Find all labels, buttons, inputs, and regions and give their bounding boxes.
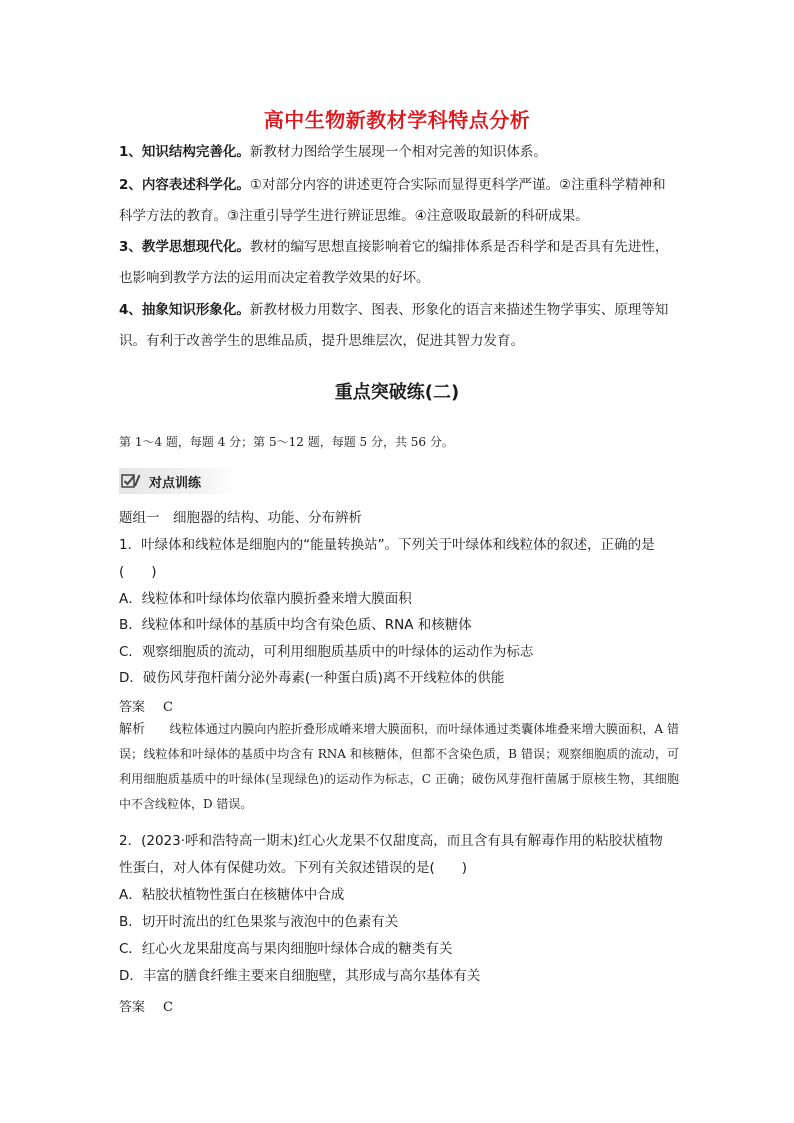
document-title: 高中生物新教材学科特点分析	[263, 108, 531, 132]
feature-2-head: 2、内容表述科学化。	[119, 177, 250, 193]
feature-2	[119, 170, 679, 232]
feature-3-head: 3、教学思想现代化。	[119, 239, 250, 255]
q1-explanation-label: 解析	[119, 722, 146, 737]
q2-stem-line1: 2．(2023·呼和浩特高一期末)红心火龙果不仅甜度高，而且含有具有解毒作用的粘胶状植物	[119, 833, 663, 849]
feature-3	[119, 232, 679, 294]
q2-answer	[119, 996, 173, 1015]
feature-1-head: 1、知识结构完善化。	[119, 144, 250, 160]
feature-3-body: 教材的编写思想直接影响着它的编排体系是否科学和是否具有先进性，也影响到教学方法的运用而决定着教学效果的好坏。	[119, 239, 669, 286]
checkbox-pen-icon	[121, 472, 141, 490]
q1-explanation-text: 线粒体通过内膜向内腔折叠形成嵴来增大膜面积，而叶绿体通过类囊体堆叠来增大膜面积，A 错误；线粒体和叶绿体的基质中均含有 RNA 和核糖体，但都不含染色质，B 错误；观察细胞质的流动，可利用细胞质基质中的叶绿体(呈现绿色)的运动作为标志，C 正确；破伤风芽孢杆菌属于原核生物，其细胞中不含线粒体，D 错误。	[119, 722, 679, 811]
q1-option-c: C．观察细胞质的流动，可利用细胞质基质中的叶绿体的运动作为标志	[119, 644, 534, 660]
q1-stem-line2: ( )	[119, 564, 157, 580]
q2-option-d: D．丰富的膳食纤维主要来自细胞壁，其形成与高尔基体有关	[119, 968, 481, 984]
q1-stem-line1: 1．叶绿体和线粒体是细胞内的“能量转换站”。下列关于叶绿体和线粒体的叙述，正确的是	[119, 537, 655, 553]
tag-label: 对点训练	[149, 475, 202, 491]
score-note: 第 1～4 题，每题 4 分；第 5～12 题，每题 5 分，共 56 分。	[119, 435, 454, 449]
q1-option-b: B．线粒体和叶绿体的基质中均含有染色质、RNA 和核糖体	[119, 617, 472, 633]
feature-4	[119, 295, 679, 357]
feature-4-body: 新教材极力用数字、图表、形象化的语言来描述生物学事实、原理等知识。有利于改善学生的思维品质，提升思维层次，促进其智力发育。	[119, 302, 669, 349]
q2-option-c: C．红心火龙果甜度高与果肉细胞叶绿体合成的糖类有关	[119, 941, 453, 957]
q1-answer-label: 答案	[119, 700, 146, 715]
section-title: 重点突破练(二)	[334, 382, 460, 403]
q2-option-a: A．粘胶状植物性蛋白在核糖体中合成	[119, 887, 345, 903]
section-tag	[119, 468, 235, 494]
q1-option-d: D．破伤风芽孢杆菌分泌外毒素(一种蛋白质)离不开线粒体的供能	[119, 670, 505, 686]
q2-answer-label: 答案	[119, 1000, 146, 1015]
feature-1-body: 新教材力图给学生展现一个相对完善的知识体系。	[249, 144, 547, 160]
feature-4-head: 4、抽象知识形象化。	[119, 302, 250, 318]
q1-answer-value: C	[163, 700, 173, 715]
group-title: 题组一 细胞器的结构、功能、分布辨析	[119, 510, 362, 526]
q1-explanation	[119, 717, 679, 817]
q2-stem-line2: 性蛋白，对人体有保健功效。下列有关叙述错误的是( )	[119, 860, 468, 876]
q2-answer-value: C	[163, 1000, 173, 1015]
feature-2-body: ①对部分内容的讲述更符合实际而显得更科学严谨。②注重科学精神和科学方法的教育。③注重引导学生进行辨证思维。④注意吸取最新的科研成果。	[119, 177, 666, 224]
q1-option-a: A．线粒体和叶绿体均依靠内膜折叠来增大膜面积	[119, 591, 412, 607]
feature-1	[119, 137, 679, 168]
q2-option-b: B．切开时流出的红色果浆与液泡中的色素有关	[119, 914, 399, 930]
q1-answer	[119, 696, 173, 715]
